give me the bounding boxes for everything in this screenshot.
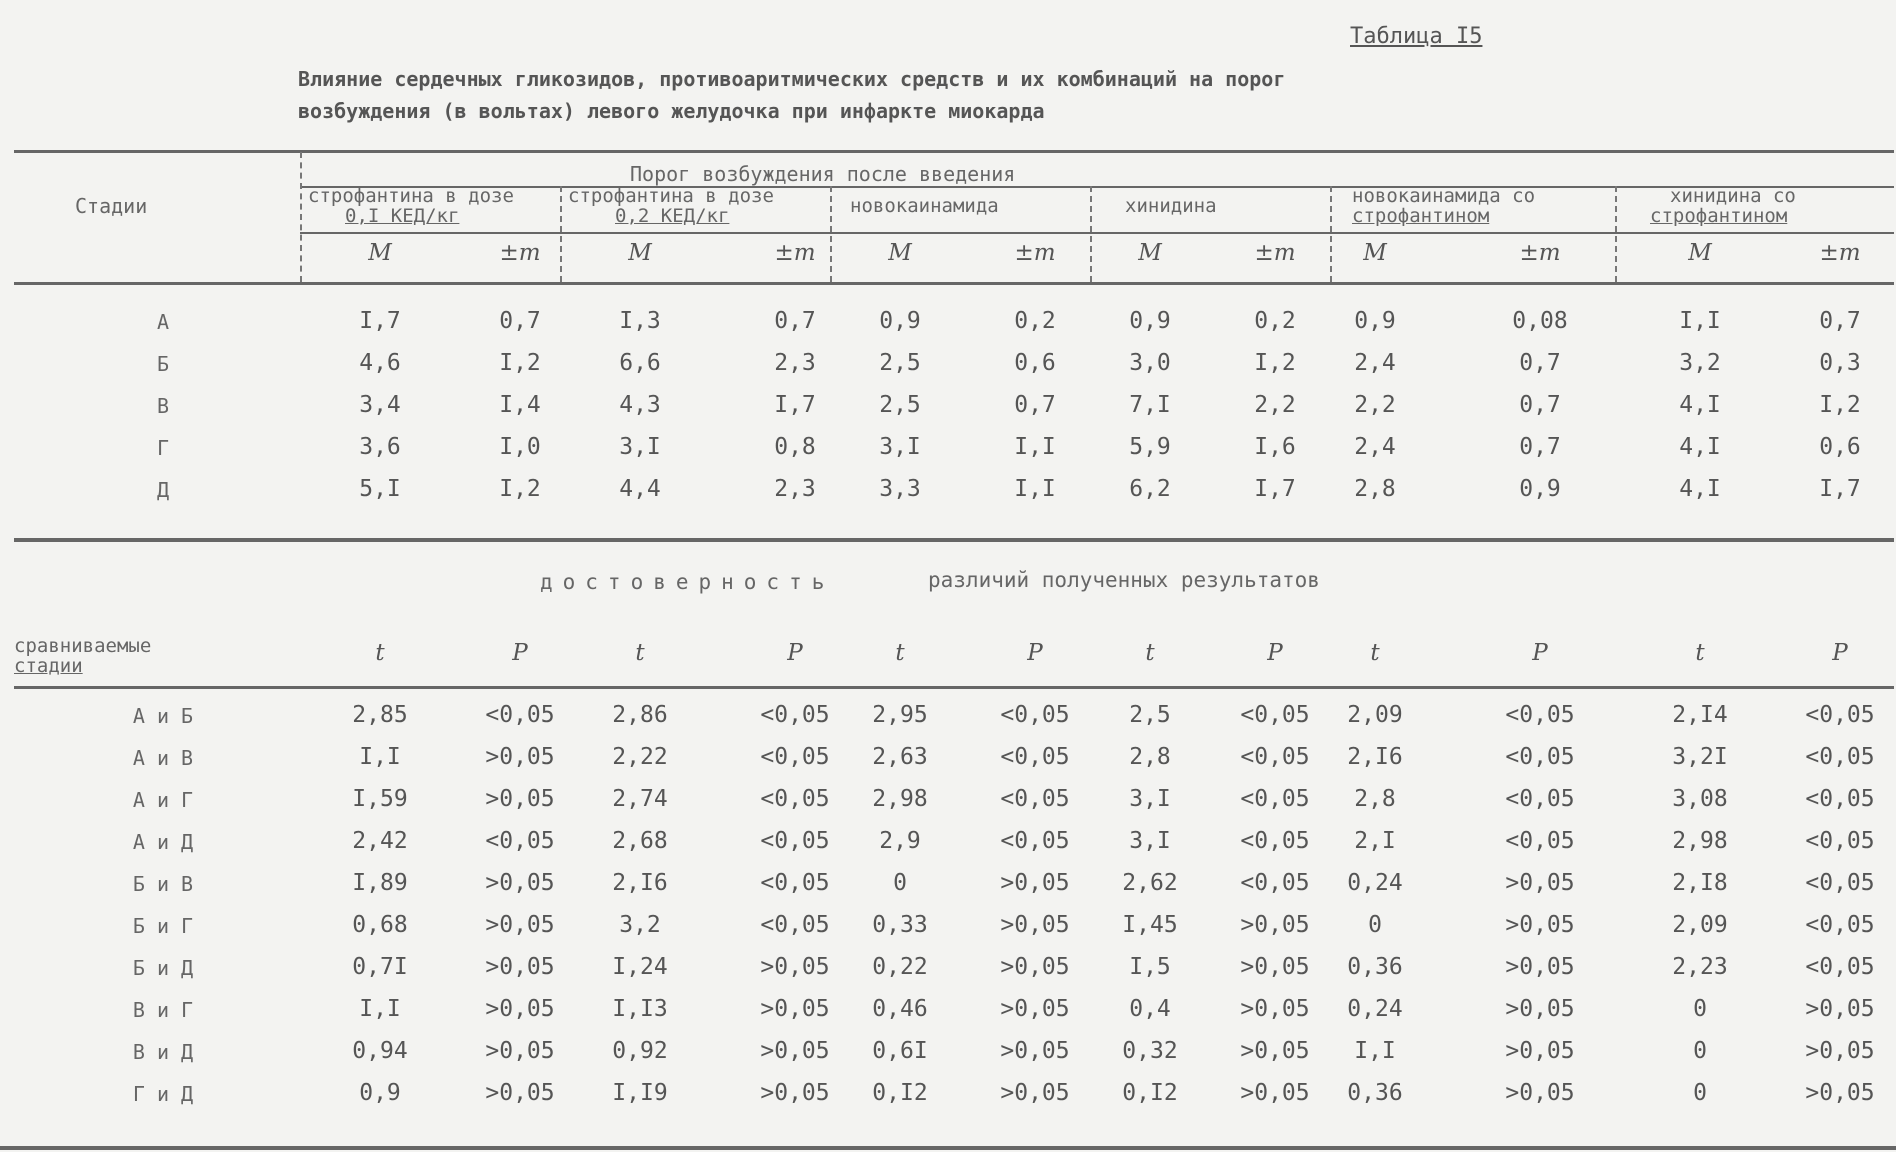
- table-cell: >0,05: [1000, 1080, 1070, 1106]
- table-cell: 0,24: [1347, 870, 1403, 896]
- table-cell: >0,05: [1505, 954, 1575, 980]
- table-cell: I,I: [1354, 1038, 1396, 1064]
- table-cell: I,24: [612, 954, 668, 980]
- sub-header-t: t: [1145, 640, 1155, 666]
- table-cell: >0,05: [1240, 996, 1310, 1022]
- table-cell: >0,05: [1805, 996, 1875, 1022]
- subheader-rule: [300, 232, 1894, 234]
- sub-header-m: M: [1363, 240, 1387, 266]
- sub-header-pm: ±m: [1819, 240, 1861, 266]
- table-cell: I,7: [1819, 476, 1861, 502]
- table-cell: 2,22: [612, 744, 668, 770]
- table-cell: <0,05: [1000, 786, 1070, 812]
- table-cell: >0,05: [760, 954, 830, 980]
- stage-header: Стадии: [75, 194, 148, 218]
- table-cell: 0,7: [1819, 308, 1861, 334]
- sub-header-pm: ±m: [1254, 240, 1296, 266]
- table-cell: I,I3: [612, 996, 668, 1022]
- group-3-line-1: новокаинамида: [850, 195, 999, 217]
- table-cell: 2,42: [352, 828, 408, 854]
- table-cell: <0,05: [760, 828, 830, 854]
- table-cell: 3,I: [879, 434, 921, 460]
- table-cell: 0,36: [1347, 1080, 1403, 1106]
- stage-label: А: [156, 310, 170, 334]
- table-cell: 2,23: [1672, 954, 1728, 980]
- compare-pair-label: А и В: [132, 746, 194, 770]
- table-cell: 2,I4: [1672, 702, 1728, 728]
- table-cell: <0,05: [485, 828, 555, 854]
- table-cell: 0,9: [1519, 476, 1561, 502]
- table-cell: 2,4: [1354, 434, 1396, 460]
- table-cell: 2,I6: [612, 870, 668, 896]
- sub-header-p: P: [1832, 640, 1848, 666]
- table-cell: 2,8: [1354, 786, 1396, 812]
- table-cell: 0,46: [872, 996, 928, 1022]
- table-cell: >0,05: [485, 1080, 555, 1106]
- col-separator: [830, 186, 832, 282]
- table-cell: 0,68: [352, 912, 408, 938]
- compare-pair-label: Б и Г: [132, 914, 194, 938]
- col-separator: [560, 186, 562, 282]
- table-cell: <0,05: [1000, 828, 1070, 854]
- table-cell: 2,74: [612, 786, 668, 812]
- table-cell: 3,2I: [1672, 744, 1728, 770]
- table-cell: 0,I2: [872, 1080, 928, 1106]
- table-cell: 2,86: [612, 702, 668, 728]
- compare-header-2: стадии: [14, 655, 83, 677]
- sub-header-p: P: [1027, 640, 1043, 666]
- table-cell: 0,7I: [352, 954, 408, 980]
- table-cell: 0,94: [352, 1038, 408, 1064]
- table-cell: 0: [1693, 996, 1707, 1022]
- table-cell: 0,24: [1347, 996, 1403, 1022]
- compare-pair-label: А и Д: [132, 830, 194, 854]
- table-cell: >0,05: [1505, 996, 1575, 1022]
- table-cell: 0,6: [1014, 350, 1056, 376]
- table-cell: 2,8: [1129, 744, 1171, 770]
- table-cell: 0: [1693, 1038, 1707, 1064]
- table-cell: 0,7: [1519, 392, 1561, 418]
- table-cell: >0,05: [1000, 912, 1070, 938]
- table-cell: 4,I: [1679, 434, 1721, 460]
- table-cell: 0: [893, 870, 907, 896]
- table-cell: >0,05: [485, 1038, 555, 1064]
- table-cell: >0,05: [1000, 996, 1070, 1022]
- table-cell: 0,3: [1819, 350, 1861, 376]
- table-cell: I,59: [352, 786, 408, 812]
- stage-label: Б: [156, 352, 170, 376]
- table-cell: 0,2: [1014, 308, 1056, 334]
- sub-header-t: t: [635, 640, 645, 666]
- sub-header-m: M: [1688, 240, 1712, 266]
- col-separator: [1330, 186, 1332, 282]
- table-cell: 0,08: [1512, 308, 1568, 334]
- table-cell: 2,09: [1347, 702, 1403, 728]
- table-cell: 4,I: [1679, 392, 1721, 418]
- table-cell: >0,05: [485, 744, 555, 770]
- table-cell: <0,05: [760, 870, 830, 896]
- table-cell: <0,05: [1505, 786, 1575, 812]
- table-cell: 2,4: [1354, 350, 1396, 376]
- table-cell: <0,05: [1805, 912, 1875, 938]
- table-cell: 3,6: [359, 434, 401, 460]
- table-cell: 0,4: [1129, 996, 1171, 1022]
- sub-header-pm: ±m: [1519, 240, 1561, 266]
- table-cell: 2,98: [872, 786, 928, 812]
- group-2-line-2: 0,2 КЕД/кг: [615, 205, 730, 227]
- sub-header-t: t: [1695, 640, 1705, 666]
- top-table-end-rule: [14, 538, 1894, 542]
- table-cell: 0,9: [359, 1080, 401, 1106]
- table-cell: 6,6: [619, 350, 661, 376]
- table-cell: 0,92: [612, 1038, 668, 1064]
- compare-pair-label: А и Б: [132, 704, 194, 728]
- table-cell: >0,05: [760, 996, 830, 1022]
- table-cell: 0,7: [1014, 392, 1056, 418]
- table-cell: >0,05: [1000, 1038, 1070, 1064]
- table-cell: 0,2: [1254, 308, 1296, 334]
- table-cell: >0,05: [1240, 1080, 1310, 1106]
- table-cell: <0,05: [1000, 702, 1070, 728]
- table-cell: >0,05: [1240, 1038, 1310, 1064]
- compare-pair-label: В и Д: [132, 1040, 194, 1064]
- group-2-line-1: строфантина в дозе: [568, 185, 774, 207]
- table-cell: 2,98: [1672, 828, 1728, 854]
- table-cell: <0,05: [1805, 702, 1875, 728]
- table-cell: <0,05: [1240, 828, 1310, 854]
- table-cell: 3,08: [1672, 786, 1728, 812]
- table-cell: <0,05: [1240, 702, 1310, 728]
- table-cell: 3,I: [1129, 786, 1171, 812]
- table-cell: I,2: [499, 350, 541, 376]
- table-cell: 3,I: [1129, 828, 1171, 854]
- compare-pair-label: А и Г: [132, 788, 194, 812]
- table-cell: 0,9: [1354, 308, 1396, 334]
- subtitle-spaced: достоверность: [540, 570, 835, 594]
- col-separator: [300, 152, 302, 282]
- table-cell: 0,32: [1122, 1038, 1178, 1064]
- group-1-line-2: 0,I КЕД/кг: [345, 205, 460, 227]
- table-cell: 0,I2: [1122, 1080, 1178, 1106]
- group-header: Порог возбуждения после введения: [630, 162, 1016, 186]
- table-cell: I,6: [1254, 434, 1296, 460]
- compare-pair-label: Б и Д: [132, 956, 194, 980]
- table-cell: 2,I6: [1347, 744, 1403, 770]
- table-cell: <0,05: [1805, 744, 1875, 770]
- sub-header-t: t: [895, 640, 905, 666]
- table-cell: 2,I: [1354, 828, 1396, 854]
- table-cell: <0,05: [485, 702, 555, 728]
- group-5-line-1: новокаинамида со: [1352, 185, 1536, 207]
- compare-pair-label: В и Г: [132, 998, 194, 1022]
- sub-header-t: t: [375, 640, 385, 666]
- table-cell: >0,05: [760, 1080, 830, 1106]
- table-cell: 2,62: [1122, 870, 1178, 896]
- table-cell: 0,7: [1519, 350, 1561, 376]
- table-cell: >0,05: [1505, 1080, 1575, 1106]
- table-cell: I,2: [1819, 392, 1861, 418]
- table-cell: >0,05: [1000, 954, 1070, 980]
- table-cell: 2,5: [1129, 702, 1171, 728]
- table-cell: I,I: [1014, 434, 1056, 460]
- table-cell: <0,05: [760, 702, 830, 728]
- sub-header-m: M: [1138, 240, 1162, 266]
- stage-label: Д: [156, 478, 170, 502]
- sub-header-m: M: [628, 240, 652, 266]
- table-cell: >0,05: [485, 786, 555, 812]
- table-cell: >0,05: [485, 954, 555, 980]
- sub-header-p: P: [787, 640, 803, 666]
- table-number: Таблица I5: [1350, 24, 1483, 49]
- table-cell: I,7: [774, 392, 816, 418]
- table-cell: <0,05: [1000, 744, 1070, 770]
- table-cell: 0: [1368, 912, 1382, 938]
- table-cell: 0,33: [872, 912, 928, 938]
- table-cell: 3,0: [1129, 350, 1171, 376]
- table-cell: <0,05: [1505, 828, 1575, 854]
- table-cell: <0,05: [760, 912, 830, 938]
- sub-header-t: t: [1370, 640, 1380, 666]
- table-cell: I,7: [1254, 476, 1296, 502]
- table-cell: 0,8: [774, 434, 816, 460]
- table-cell: 7,I: [1129, 392, 1171, 418]
- table-cell: <0,05: [1805, 828, 1875, 854]
- table-cell: I,3: [619, 308, 661, 334]
- sub-header-pm: ±m: [1014, 240, 1056, 266]
- table-cell: >0,05: [1805, 1038, 1875, 1064]
- table-cell: 0,7: [774, 308, 816, 334]
- page-bottom-rule: [0, 1146, 1896, 1150]
- compare-pair-label: Г и Д: [132, 1082, 194, 1106]
- group-1-line-1: строфантина в дозе: [308, 185, 514, 207]
- table-cell: 5,I: [359, 476, 401, 502]
- table-cell: I,2: [499, 476, 541, 502]
- table-cell: <0,05: [1805, 954, 1875, 980]
- table-cell: 2,8: [1354, 476, 1396, 502]
- stage-label: Г: [156, 436, 170, 460]
- table-cell: I,I: [1014, 476, 1056, 502]
- table-cell: <0,05: [1505, 702, 1575, 728]
- table-cell: >0,05: [1505, 870, 1575, 896]
- group-rule: [300, 186, 1894, 188]
- table-cell: I,89: [352, 870, 408, 896]
- table-cell: <0,05: [1805, 786, 1875, 812]
- top-rule: [14, 150, 1894, 153]
- table-cell: I,I9: [612, 1080, 668, 1106]
- table-cell: >0,05: [1505, 1038, 1575, 1064]
- table-cell: I,0: [499, 434, 541, 460]
- sub-header-m: M: [368, 240, 392, 266]
- table-cell: 2,63: [872, 744, 928, 770]
- table-cell: >0,05: [485, 870, 555, 896]
- sub-header-pm: ±m: [499, 240, 541, 266]
- table-cell: I,7: [359, 308, 401, 334]
- table-cell: 3,2: [619, 912, 661, 938]
- table-cell: <0,05: [1505, 744, 1575, 770]
- table-cell: >0,05: [760, 1038, 830, 1064]
- table-cell: I,I: [1679, 308, 1721, 334]
- table-cell: 2,09: [1672, 912, 1728, 938]
- sub-header-p: P: [1267, 640, 1283, 666]
- table-cell: 4,4: [619, 476, 661, 502]
- table-cell: <0,05: [1240, 786, 1310, 812]
- table-cell: 5,9: [1129, 434, 1171, 460]
- table-cell: 2,3: [774, 350, 816, 376]
- col-separator: [1090, 186, 1092, 282]
- table-cell: 2,68: [612, 828, 668, 854]
- table-cell: 2,3: [774, 476, 816, 502]
- col-separator: [1615, 186, 1617, 282]
- table-cell: 3,2: [1679, 350, 1721, 376]
- table-cell: >0,05: [1240, 912, 1310, 938]
- table-cell: 2,95: [872, 702, 928, 728]
- table-cell: >0,05: [485, 996, 555, 1022]
- table-cell: <0,05: [1240, 744, 1310, 770]
- group-4-line-1: хинидина: [1125, 195, 1217, 217]
- caption-line-2: возбуждения (в вольтах) левого желудочка при инфаркте миокарда: [298, 99, 1045, 123]
- table-cell: I,I: [359, 996, 401, 1022]
- table-cell: 0,9: [879, 308, 921, 334]
- compare-pair-label: Б и В: [132, 872, 194, 896]
- table-cell: 2,9: [879, 828, 921, 854]
- table-cell: 0,7: [499, 308, 541, 334]
- table-cell: >0,05: [1805, 1080, 1875, 1106]
- sub-header-m: M: [888, 240, 912, 266]
- table-cell: 0,36: [1347, 954, 1403, 980]
- table-cell: 0,22: [872, 954, 928, 980]
- table-cell: 3,I: [619, 434, 661, 460]
- table-cell: 2,5: [879, 392, 921, 418]
- table-cell: 0,9: [1129, 308, 1171, 334]
- table-cell: 0,7: [1519, 434, 1561, 460]
- table-cell: 2,2: [1354, 392, 1396, 418]
- table-cell: 3,4: [359, 392, 401, 418]
- sub-header-p: P: [512, 640, 528, 666]
- table-cell: 3,3: [879, 476, 921, 502]
- table-cell: >0,05: [1505, 912, 1575, 938]
- table-cell: <0,05: [760, 744, 830, 770]
- table-cell: I,I: [359, 744, 401, 770]
- table-cell: >0,05: [1000, 870, 1070, 896]
- table-cell: I,2: [1254, 350, 1296, 376]
- stage-label: В: [156, 394, 170, 418]
- table-cell: 0: [1693, 1080, 1707, 1106]
- table-cell: 2,I8: [1672, 870, 1728, 896]
- table-cell: 4,3: [619, 392, 661, 418]
- group-6-line-1: хинидина со: [1670, 185, 1796, 207]
- subtitle-rest: различий полученных результатов: [928, 568, 1320, 592]
- group-5-line-2: строфантином: [1352, 205, 1490, 227]
- group-6-line-2: строфантином: [1650, 205, 1788, 227]
- table-cell: I,45: [1122, 912, 1178, 938]
- table-cell: 4,6: [359, 350, 401, 376]
- table-cell: 6,2: [1129, 476, 1171, 502]
- sub-header-pm: ±m: [774, 240, 816, 266]
- table-cell: <0,05: [1240, 870, 1310, 896]
- sub-header-p: P: [1532, 640, 1548, 666]
- compare-header-1: сравниваемые: [14, 635, 152, 657]
- table-cell: 2,5: [879, 350, 921, 376]
- table-cell: I,4: [499, 392, 541, 418]
- table-cell: >0,05: [1240, 954, 1310, 980]
- header-bottom-rule: [14, 282, 1894, 285]
- table-cell: >0,05: [485, 912, 555, 938]
- caption-line-1: Влияние сердечных гликозидов, противоаритмических средств и их комбинаций на порог: [298, 67, 1286, 91]
- table-cell: I,5: [1129, 954, 1171, 980]
- table-cell: <0,05: [760, 786, 830, 812]
- table-cell: 0,6: [1819, 434, 1861, 460]
- table-cell: 4,I: [1679, 476, 1721, 502]
- table-cell: 0,6I: [872, 1038, 928, 1064]
- table-cell: <0,05: [1805, 870, 1875, 896]
- table-cell: 2,2: [1254, 392, 1296, 418]
- table-cell: 2,85: [352, 702, 408, 728]
- bottom-header-rule: [14, 686, 1894, 689]
